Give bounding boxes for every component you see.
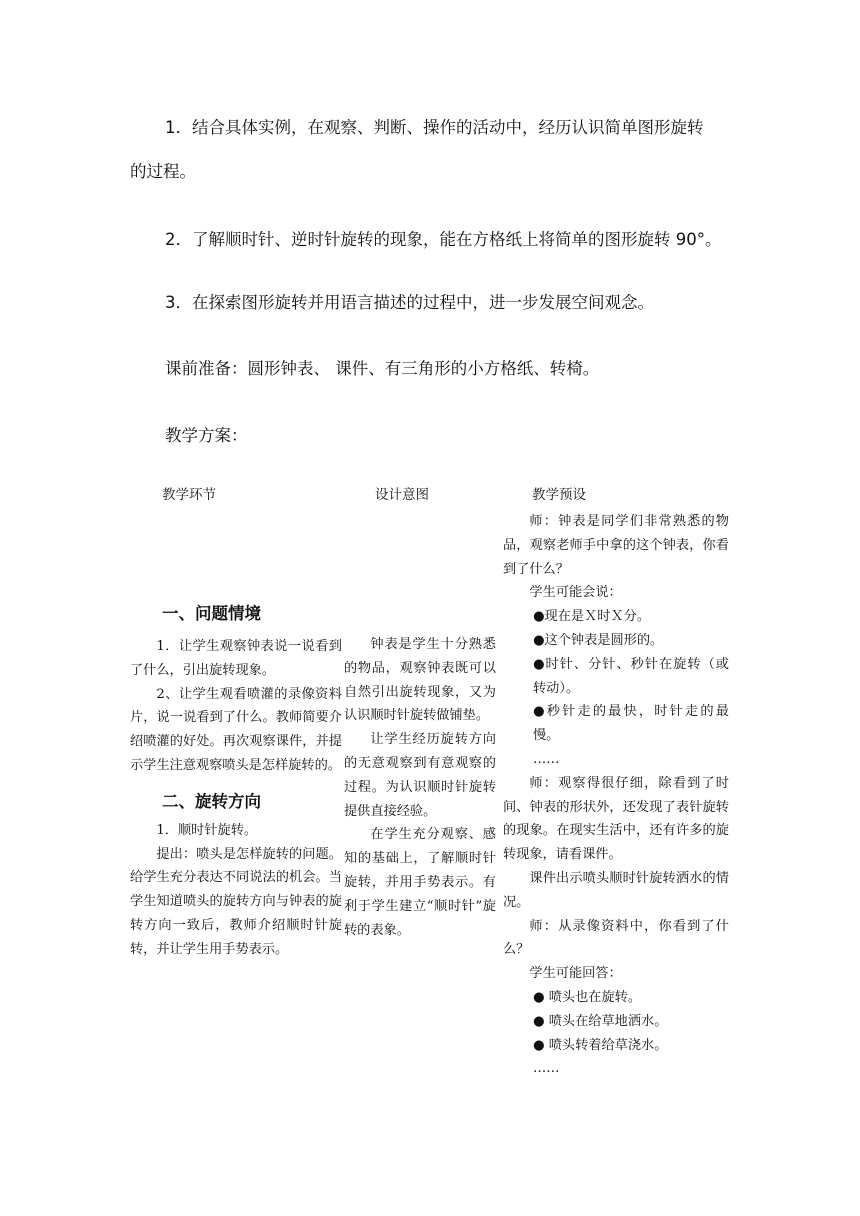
preparation: 课前准备：圆形钟表、 课件、有三角形的小方格纸、转椅。 [165, 359, 600, 378]
column-teaching-stage [130, 603, 342, 962]
intent-item: 让学生经历旋转方向的无意观察到有意观察的过程。为认识顺时针旋转提供直接经验。 [344, 732, 496, 819]
preset-bullet: ● 喷头转着给草浇水。 [533, 1037, 668, 1053]
intent-item: 在学生充分观察、感知的基础上，了解顺时针旋转，并用手势表示。有利于学生建立“顺时针”旋转的表象。 [344, 827, 496, 938]
preset-item: 课件出示喷头顺时针旋转洒水的情况。 [503, 870, 729, 910]
objective-1: 1．结合具体实例，在观察、判断、操作的活动中，经历认识简单图形旋转 [165, 118, 704, 137]
preset-bullet: ● 喷头也在旋转。 [533, 989, 642, 1005]
header-design-intent: 设计意图 [375, 487, 429, 503]
section-title-problem-situation: 一、问题情境 [162, 604, 261, 623]
column-teaching-preset [503, 510, 729, 1081]
stage-item: 1．让学生观察钟表说一说看到了什么，引出旋转现象。 [130, 639, 342, 678]
stage-item: 提出：喷头是怎样旋转的问题。给学生充分表达不同说法的机会。当学生知道喷头的旋转方向与钟表的旋转方向一致后，教师介绍顺时针旋转，并让学生用手势表示。 [130, 846, 342, 957]
preset-item: 师：观察得很仔细，除看到了时间、钟表的形状外，还发现了表针旋转的现象。在现实生活中，还有许多的旋转现象，请看课件。 [503, 775, 729, 863]
plan-title: 教学方案： [165, 426, 248, 445]
preset-item: 学生可能回答： [529, 966, 622, 982]
objective-3: 3．在探索图形旋转并用语言描述的过程中，进一步发展空间观念。 [165, 293, 654, 312]
preset-bullet: ●秒针走的最快，时针走的最慢。 [533, 704, 729, 744]
objective-2: 2．了解顺时针、逆时针旋转的现象，能在方格纸上将简单的图形旋转 90°。 [165, 230, 722, 249]
preset-item: 师：钟表是同学们非常熟悉的物品，观察老师手中拿的这个钟表，你看到了什么？ [503, 514, 729, 577]
preset-ellipsis: …… [533, 751, 560, 767]
column-design-intent [344, 633, 496, 942]
stage-item: 2、让学生观看喷灌的录像资料片，说一说看到了什么。教师简要介绍喷灌的好处。再次观察课件，并提示学生注意观察喷头是怎样旋转的。 [130, 686, 342, 773]
preset-bullet: ● 喷头在给草地洒水。 [533, 1013, 668, 1029]
preset-ellipsis: …… [533, 1061, 560, 1077]
preset-bullet: ●这个钟表是圆形的。 [533, 632, 664, 648]
objective-1-continued: 的过程。 [130, 162, 196, 181]
intent-item: 钟表是学生十分熟悉的物品，观察钟表既可以自然引出旋转现象，又为认识顺时针旋转做铺垫。 [344, 637, 496, 724]
stage-item: 1．顺时针旋转。 [156, 822, 258, 838]
header-teaching-preset: 教学预设 [532, 487, 586, 503]
preset-item: 学生可能会说： [529, 585, 622, 601]
section-title-rotation-direction: 二、旋转方向 [162, 791, 261, 811]
header-teaching-stage: 教学环节 [162, 487, 216, 503]
preset-item: 师：从录像资料中，你看到了什么？ [503, 918, 729, 958]
preset-bullet: ●现在是Ｘ时Ｘ分。 [533, 609, 651, 625]
preset-bullet: ●时针、分针、秒针在旋转（或转动）。 [533, 656, 729, 696]
